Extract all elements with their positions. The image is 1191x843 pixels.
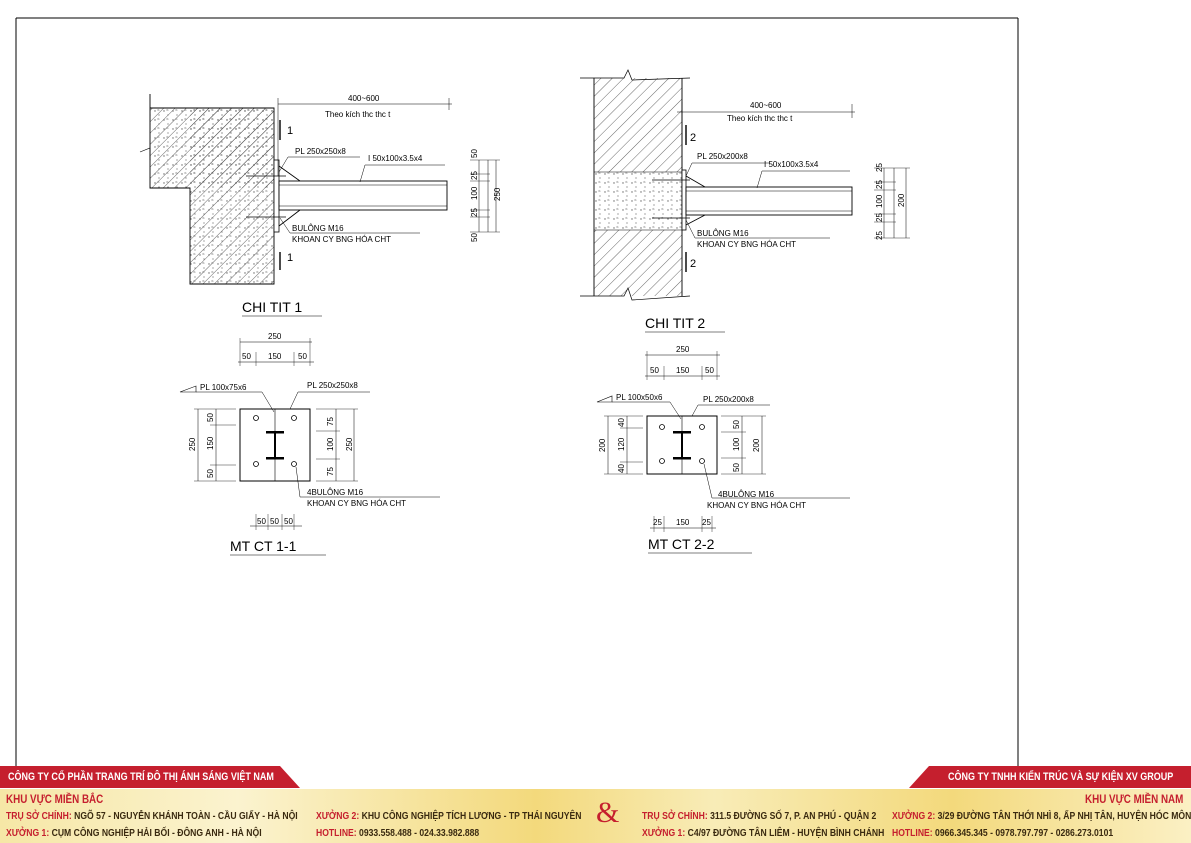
sec1-dim-left-2: 50 [206,469,215,478]
sec2-dim-left-0: 40 [617,418,626,427]
sec1-dim-bottom-2: 50 [284,517,293,526]
sec2-dim-bottom-2: 25 [702,518,711,527]
detail1-dim-note: Theo kích thc thc t [325,110,391,119]
detail2-dim-total: 200 [897,193,906,207]
south-region-title: KHU VỰC MIỀN NAM [1085,792,1184,806]
south-ws1: XƯỞNG 1: C4/97 ĐƯỜNG TÂN LIÊM - HUYỆN BÌNH CHÁNH [642,827,885,839]
sec2-dim-left-1: 120 [617,437,626,451]
detail2-dim-note: Theo kích thc thc t [727,114,793,123]
sec1-title: MT CT 1-1 [230,538,297,554]
sec2-plate-label: PL 250x200x8 [703,395,754,404]
detail2-dim-r1: 25 [875,180,884,189]
detail-1 [140,94,502,316]
detail1-title: CHI TIT 1 [242,299,303,315]
sec2-dim-left-total: 200 [598,438,607,452]
sec1-dim-bottom-0: 50 [257,517,266,526]
detail2-dim-r0: 25 [875,163,884,172]
sec1-dim-right-1: 100 [326,437,335,451]
detail1-bolt-label: BULÔNG M16 [292,224,344,233]
sec2-dim-left-2: 40 [617,464,626,473]
sec2-dim-bottom-0: 25 [653,518,662,527]
detail1-dim-r1: 25 [470,171,479,180]
sec2-weld-label: PL 100x50x6 [616,393,663,402]
detail2-dim-r2: 100 [875,194,884,208]
sec2-dim-right-total: 200 [752,438,761,452]
sec2-dim-top-1: 150 [676,366,690,375]
detail1-beam-label: I 50x100x3.5x4 [368,154,423,163]
left-company-name: CÔNG TY CỔ PHẦN TRANG TRÍ ĐÔ THỊ ÁNH SÁNG VIỆT NAM [8,771,274,783]
detail1-dim-r4: 50 [470,233,479,242]
sec2-title: MT CT 2-2 [648,536,715,552]
detail2-bolt-note: KHOAN CY BNG HÓA CHT [697,240,796,249]
section-mark-2-top: 2 [690,132,697,144]
north-hotline: HOTLINE: 0933.558.488 - 024.33.982.888 [316,827,480,839]
sec2-dim-right-0: 50 [732,420,741,429]
section-mark-1-top: 1 [287,125,294,137]
ampersand: & [596,796,620,829]
sec1-bolt-label: 4BULÔNG M16 [307,488,364,497]
detail1-dim-total: 250 [493,187,502,201]
steel-beam [279,181,447,210]
north-ws2: XƯỞNG 2: KHU CÔNG NGHIỆP TÍCH LƯƠNG - TP THÁI NGUYÊN [316,810,582,822]
detail2-title: CHI TIT 2 [645,315,706,331]
south-hq: TRỤ SỞ CHÍNH: 311.5 ĐƯỜNG SỐ 7, P. AN PHÚ - QUẬN 2 [642,810,877,822]
north-hq: TRỤ SỞ CHÍNH: NGÕ 57 - NGUYỄN KHÁNH TOÀN - CẦU GIẤY - HÀ NỘI [6,810,298,822]
detail-2 [580,70,910,332]
sec2-bolt-note: KHOAN CY BNG HÓA CHT [707,501,806,510]
detail2-dim-r4: 25 [875,231,884,240]
north-ws1: XƯỞNG 1: CỤM CÔNG NGHIỆP HẢI BỐI - ĐÔNG ANH - HÀ NỘI [6,827,262,839]
sec1-dim-right-0: 75 [326,417,335,426]
detail2-plate-label: PL 250x200x8 [697,152,748,161]
sec2-bolt-label: 4BULÔNG M16 [718,490,775,499]
sec1-dim-left-0: 50 [206,413,215,422]
sec2-dim-bottom-1: 150 [676,518,690,527]
base-plate [682,170,686,230]
sec1-bolt-note: KHOAN CY BNG HÓA CHT [307,499,406,508]
south-hotline: HOTLINE: 0966.345.345 - 0978.797.797 - 0286.273.0101 [892,827,1114,839]
section-2-2 [597,345,850,553]
section-1-1 [180,332,440,555]
detail1-dim-r0: 50 [470,149,479,158]
sec2-dim-top-0: 50 [650,366,659,375]
section-mark-1-bottom: 1 [287,252,294,264]
detail1-dim-r3: 25 [470,208,479,217]
sec1-dim-top-2: 50 [298,352,307,361]
sec1-dim-right-total: 250 [345,437,354,451]
sec2-dim-right-2: 50 [732,463,741,472]
section-mark-2-bottom: 2 [690,258,697,270]
sec1-dim-left-total: 250 [188,437,197,451]
right-company-name: CÔNG TY TNHH KIẾN TRÚC VÀ SỰ KIỆN XV GROUP [948,771,1174,783]
sec1-dim-bottom-1: 50 [270,517,279,526]
sec2-dim-top-total: 250 [676,345,690,354]
detail1-dim-top: 400~600 [348,94,380,103]
south-ws2: XƯỞNG 2: 3/29 ĐƯỜNG TÂN THỚI NHÌ 8, ẤP NHỊ TÂN, HUYỆN HÓC MÔN [892,810,1191,822]
footer-banner [0,763,1191,843]
sec1-weld-label: PL 100x75x6 [200,383,247,392]
sec2-dim-right-1: 100 [732,437,741,451]
north-region-title: KHU VỰC MIỀN BẮC [6,792,104,806]
detail1-bolt-note: KHOAN CY BNG HÓA CHT [292,235,391,244]
detail2-dim-top: 400~600 [750,101,782,110]
detail2-bolt-label: BULÔNG M16 [697,229,749,238]
sec1-dim-top-total: 250 [268,332,282,341]
sec1-plate-label: PL 250x250x8 [307,381,358,390]
sec1-dim-left-1: 150 [206,436,215,450]
sec2-dim-top-2: 50 [705,366,714,375]
sec1-dim-right-2: 75 [326,467,335,476]
detail2-beam-label: I 50x100x3.5x4 [764,160,819,169]
sec1-dim-top-0: 50 [242,352,251,361]
detail2-dim-r3: 25 [875,213,884,222]
detail1-dim-r2: 100 [470,186,479,200]
sec1-dim-top-1: 150 [268,352,282,361]
detail1-plate-label: PL 250x250x8 [295,147,346,156]
